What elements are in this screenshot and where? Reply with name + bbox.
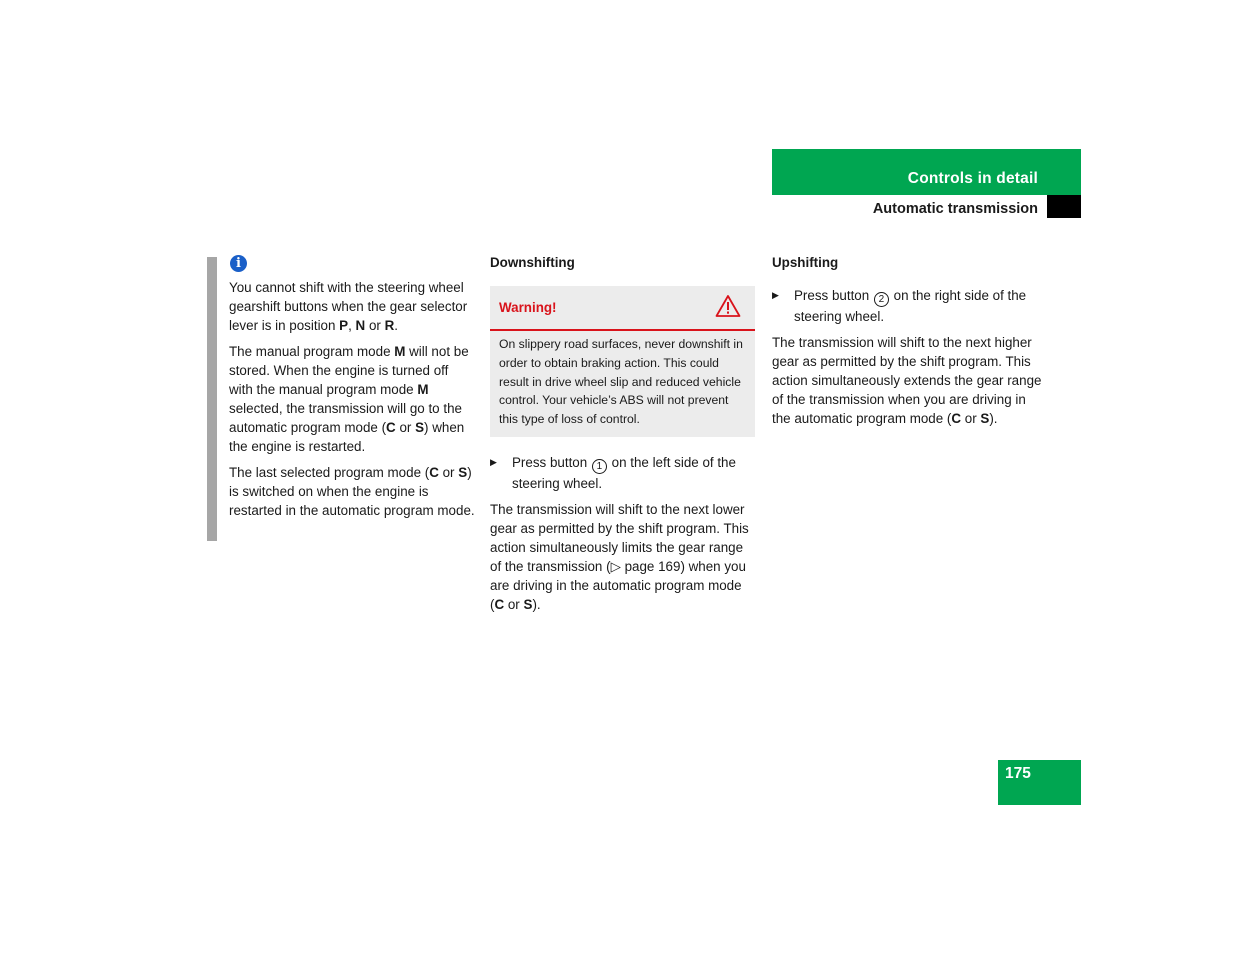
page-number: 175 <box>1005 765 1031 782</box>
warning-title: Warning! <box>499 300 557 315</box>
warning-triangle-icon <box>715 294 741 318</box>
info-column <box>229 255 475 527</box>
warning-header <box>490 286 755 331</box>
upshift-instruction: ▶ Press button 2 on the right side of the steering wheel. <box>772 288 1027 324</box>
upshift-paragraph: The transmission will shift to the next higher gear as permitted by the shift program. This action simultaneously extends the gear range of the transmission when you are driving in the automatic program mode (C or S). <box>772 335 1042 426</box>
bullet-arrow-icon: ▶ <box>490 456 497 467</box>
subsection-title: Automatic transmission <box>872 201 1038 217</box>
downshift-heading: Downshifting <box>490 255 575 270</box>
warning-box <box>490 286 755 437</box>
subsection-marker <box>1047 195 1081 218</box>
info-paragraph-2: The manual program mode M will not be stored. When the engine is turned off with the manual program mode M selected, the transmission will go to the automatic program mode (C or S) when the engine is restarted. <box>229 344 469 454</box>
warning-text: On slippery road surfaces, never downshift in order to obtain braking action. This could result in drive wheel slip and reduced vehicle control. Your vehicle’s ABS will not prevent this type of loss of control. <box>499 337 743 427</box>
info-icon: i <box>230 255 247 272</box>
page-number-box <box>998 760 1081 805</box>
info-sidebar-bar <box>207 257 217 541</box>
downshift-instruction: ▶ Press button 1 on the left side of the steering wheel. <box>490 454 736 491</box>
info-paragraph-1: You cannot shift with the steering wheel gearshift buttons when the gear selector lever is in position P, N or R. <box>229 280 468 333</box>
section-title: Controls in detail <box>907 170 1038 187</box>
bullet-arrow-icon: ▶ <box>772 290 779 300</box>
downshift-column <box>490 253 755 621</box>
upshift-column <box>772 253 1042 435</box>
button-number-badge: 1 <box>592 459 607 474</box>
section-header <box>772 149 1081 195</box>
downshift-paragraph: The transmission will shift to the next lower gear as permitted by the shift program. This action simultaneously limits the gear range of the transmission (▷ page 169) when you are driving in the automatic program mode (C or S). <box>490 501 749 612</box>
info-paragraph-3: The last selected program mode (C or S) is switched on when the engine is restarted in the automatic program mode. <box>229 465 475 518</box>
upshift-heading: Upshifting <box>772 255 839 270</box>
page-reference: ▷ page 169 <box>610 558 681 574</box>
button-number-badge: 2 <box>874 292 889 307</box>
